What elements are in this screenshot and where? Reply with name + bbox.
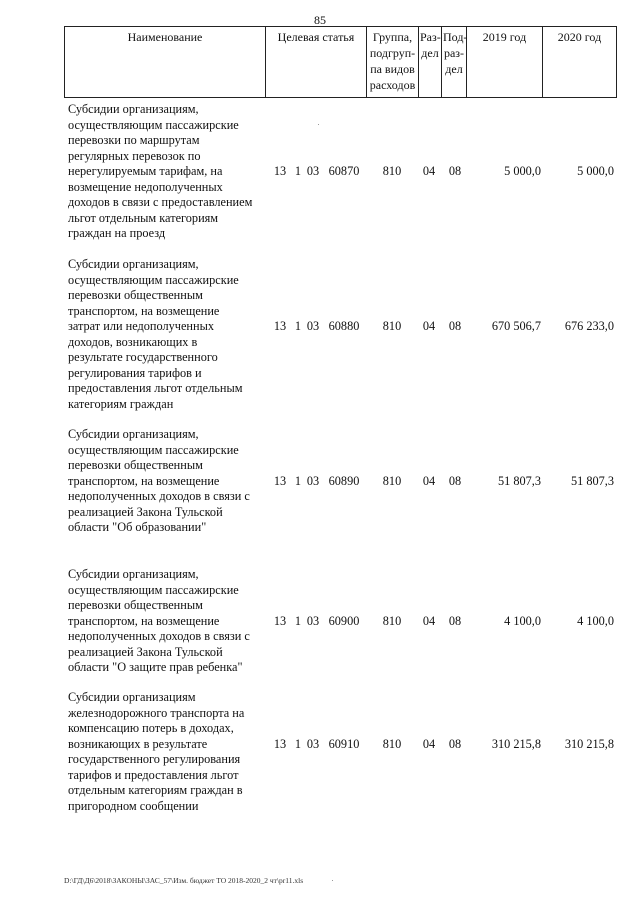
code-program-cell: 13 — [273, 164, 287, 178]
row-name-line: Субсидии организациям — [68, 690, 196, 704]
code-main-activity-cell: 03 — [306, 613, 320, 628]
code-main-activity-cell: 03 — [306, 736, 320, 751]
row-name-line: категориям граждан — [68, 396, 174, 411]
section-cell: 04 — [422, 164, 436, 178]
row-name-line: реализацией Закона Тульской — [68, 644, 223, 659]
header-group-line: па видов — [370, 62, 415, 76]
table-header — [64, 26, 617, 98]
scan-speck — [318, 124, 319, 125]
row-name-line: отдельным категориям граждан в — [68, 783, 243, 797]
amount-2020-cell: 5 000,0 — [577, 164, 614, 178]
header-year-2020: 2020 год — [543, 27, 617, 98]
section-cell: 04 — [422, 613, 436, 628]
code-program-cell: 13 — [273, 613, 287, 628]
amount-2019-cell: 310 215,8 — [491, 736, 541, 751]
row-name-line: государственного регулирования — [68, 752, 241, 766]
amount-2020-cell: 310 215,8 — [564, 736, 614, 751]
code-direction-cell: 60900 — [328, 613, 360, 628]
subsection-cell: 08 — [448, 473, 462, 488]
expense-group-cell: 810 — [382, 319, 402, 333]
header-group-line: подгруп- — [369, 46, 416, 60]
file-path-footer: D:\ГД\Д6\2018\ЗАКОНЫ\ЗАС_57\Изм. бюджет ТО 2018-2020_2 чт\pr11.xls — [64, 876, 304, 885]
row-name-line: недополученных доходов в связи с — [68, 489, 250, 503]
row-name-line: затрат или недополученных — [68, 319, 214, 333]
row-name-line: перевозки общественным — [68, 288, 203, 302]
row-name-line: результате государственного — [68, 350, 218, 364]
header-target-article: Целевая статья — [266, 27, 367, 98]
row-name-line: железнодорожного транспорта на — [68, 705, 245, 720]
expense-group-cell: 810 — [382, 736, 402, 751]
amount-2020-cell: 676 233,0 — [564, 319, 614, 333]
row-name-line: льгот отдельным категориям — [68, 210, 219, 225]
row-name-line: регулярных перевозок по — [68, 148, 201, 163]
code-main-activity-cell: 03 — [306, 319, 320, 333]
expense-group-cell: 810 — [382, 473, 402, 488]
row-name-line: осуществляющим пассажирские — [68, 582, 239, 597]
code-main-activity-cell: 03 — [306, 473, 320, 488]
amount-2020-cell: 4 100,0 — [577, 613, 614, 628]
header-section-line: дел — [421, 46, 439, 60]
row-name-line: граждан на проезд — [68, 226, 166, 240]
section-cell: 04 — [422, 473, 436, 488]
header-subsection-line: дел — [445, 62, 463, 76]
header-name: Наименование — [65, 27, 266, 98]
header-subsection-line: раз- — [443, 46, 465, 60]
row-name-line: Субсидии организациям, — [68, 567, 199, 581]
header-subsection-line: Под- — [443, 30, 468, 44]
row-name-line: доходов в связи с предоставлением — [68, 195, 253, 209]
code-subprogram-cell: 1 — [294, 164, 302, 178]
row-name-line: предоставления льгот отдельным — [68, 381, 243, 395]
row-name-line: перевозки общественным — [68, 458, 203, 472]
row-name-line: Субсидии организациям, — [68, 427, 199, 441]
row-name-line: осуществляющим пассажирские — [68, 442, 239, 457]
row-name-line: области "О защите прав ребенка" — [68, 660, 243, 674]
header-subsection — [442, 27, 467, 98]
row-name-line: возмещение недополученных — [68, 179, 223, 194]
row-name-line: регулирования тарифов и — [68, 365, 202, 380]
subsection-cell: 08 — [448, 164, 462, 178]
header-section-line: Раз- — [420, 30, 441, 44]
header-year-2019: 2019 год — [467, 27, 543, 98]
code-direction-cell: 60880 — [328, 319, 360, 333]
row-name-line: недополученных доходов в связи с — [68, 629, 250, 643]
row-name-line: транспортом, на возмещение — [68, 303, 220, 318]
amount-2019-cell: 4 100,0 — [504, 613, 541, 628]
page-number: 85 — [314, 13, 326, 27]
amount-2019-cell: 670 506,7 — [491, 319, 541, 333]
row-name-line: тарифов и предоставления льгот — [68, 767, 239, 782]
row-name-line: реализацией Закона Тульской — [68, 504, 223, 519]
row-name-line: осуществляющим пассажирские — [68, 117, 239, 132]
section-cell: 04 — [422, 736, 436, 751]
header-group-line: расходов — [369, 78, 416, 92]
subsection-cell: 08 — [448, 319, 462, 333]
row-name-line: области "Об образовании" — [68, 520, 207, 534]
amount-2019-cell: 51 807,3 — [497, 473, 541, 488]
row-name — [68, 257, 266, 412]
code-subprogram-cell: 1 — [294, 319, 302, 333]
section-cell: 04 — [422, 319, 436, 333]
expense-group-cell: 810 — [382, 164, 402, 178]
scan-speck — [332, 880, 333, 881]
row-name — [68, 102, 266, 242]
header-group-line: Группа, — [372, 30, 413, 44]
subsection-cell: 08 — [448, 736, 462, 751]
amount-2020-cell: 51 807,3 — [570, 473, 614, 488]
code-program-cell: 13 — [273, 319, 287, 333]
amount-2019-cell: 5 000,0 — [504, 164, 541, 178]
code-program-cell: 13 — [273, 736, 287, 751]
row-name — [68, 427, 266, 536]
code-direction-cell: 60910 — [328, 736, 360, 751]
row-name-line: нерегулируемым тарифам, на — [68, 164, 223, 178]
header-expense-group — [367, 27, 419, 98]
code-direction-cell: 60870 — [328, 164, 360, 178]
header-section — [419, 27, 442, 98]
row-name-line: осуществляющим пассажирские — [68, 272, 239, 287]
row-name-line: перевозки по маршрутам — [68, 133, 200, 147]
row-name-line: Субсидии организациям, — [68, 257, 199, 271]
code-subprogram-cell: 1 — [294, 473, 302, 488]
row-name-line: перевозки общественным — [68, 598, 203, 612]
expense-group-cell: 810 — [382, 613, 402, 628]
code-subprogram-cell: 1 — [294, 613, 302, 628]
row-name-line: Субсидии организациям, — [68, 102, 199, 116]
row-name-line: пригородном сообщении — [68, 798, 199, 813]
row-name — [68, 690, 266, 814]
subsection-cell: 08 — [448, 613, 462, 628]
code-direction-cell: 60890 — [328, 473, 360, 488]
row-name-line: транспортом, на возмещение — [68, 613, 220, 628]
code-main-activity-cell: 03 — [306, 164, 320, 178]
row-name-line: транспортом, на возмещение — [68, 473, 220, 488]
row-name — [68, 567, 266, 676]
row-name-line: доходов, возникающих в — [68, 334, 198, 349]
code-program-cell: 13 — [273, 473, 287, 488]
row-name-line: возникающих в результате — [68, 736, 208, 751]
code-subprogram-cell: 1 — [294, 736, 302, 751]
row-name-line: компенсацию потерь в доходах, — [68, 721, 234, 735]
